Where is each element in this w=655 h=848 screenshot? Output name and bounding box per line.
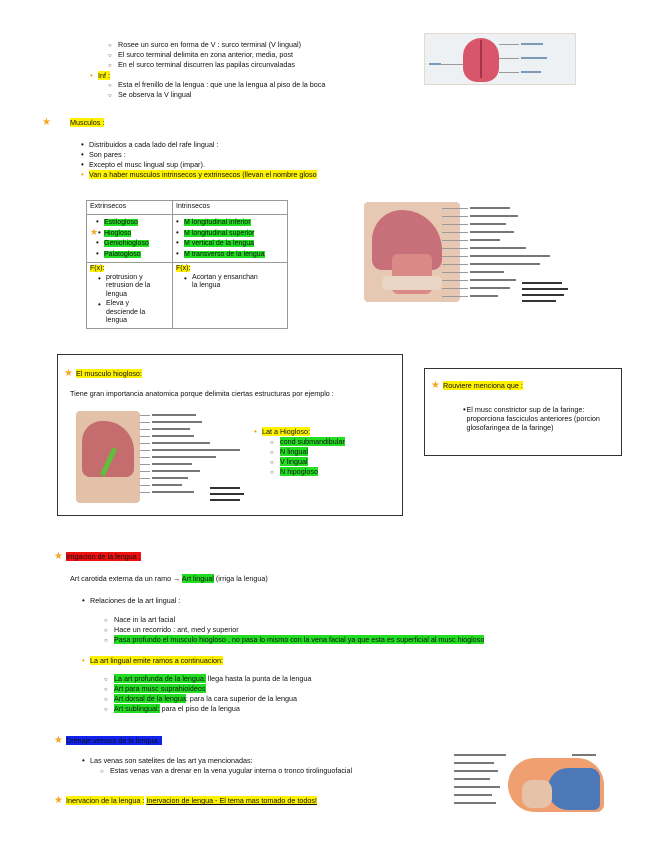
star-icon: ★ <box>90 226 99 237</box>
circle-bullet-icon: ○ <box>108 83 112 89</box>
muscle-table <box>86 200 288 329</box>
list-item: • Geniohiogloso <box>96 238 149 248</box>
hiogloso-text: Tiene gran importancia anatomica porque delimita ciertas estructuras por ejemplo : <box>70 389 334 398</box>
list-item: • Eleva y desciende la lengua <box>98 299 146 325</box>
venous-drainage-figure <box>452 750 608 814</box>
circle-bullet-icon: ○ <box>100 769 104 775</box>
list-item: • Estilogloso <box>96 216 138 226</box>
list-item: • Palatogloso <box>96 249 141 258</box>
star-icon: ★ <box>431 380 440 391</box>
intrinsecos-list <box>173 214 288 262</box>
bullet-icon: • <box>81 140 84 149</box>
inervacion-link[interactable]: Inervacion de lengua - El tema mas tomado de todos! <box>146 796 317 805</box>
relaciones-heading: • Relaciones de la art lingual : <box>82 596 181 605</box>
circle-bullet-icon: ○ <box>108 93 112 99</box>
bullet-icon: • <box>81 170 84 179</box>
list-item: ○ Art para musc suprahioideos <box>104 684 206 693</box>
list-item: ○ Art dorsal de la lengua: para la cara superior de la lengua <box>104 694 297 703</box>
top-line-1: ○ Rosee un surco en forma de V : surco terminal (V lingual) <box>108 40 301 49</box>
star-icon: ★ <box>54 551 63 562</box>
bullet-icon: • <box>254 427 257 436</box>
circle-bullet-icon: ○ <box>108 63 112 69</box>
list-item: ○ Pasa profundo el musculo hiogloso , no pasa lo mismo con la vena facial ya que esta es superficial al musc hiogloso <box>104 635 485 644</box>
list-item: ○ N lingual <box>270 447 308 456</box>
list-item: ○ N hipogloso <box>270 467 318 476</box>
tongue-muscles-figure <box>362 196 578 316</box>
inf-label: • Inf : <box>90 71 110 80</box>
list-item: ○ cond submandibular <box>270 437 345 446</box>
musculos-item-4: • Van a haber musculos intrinsecos y extrinsecos (llevan el nombre gloso <box>81 170 317 179</box>
fx-extrinsecos: F(x): • protrusion y retrusion de la lengua • Eleva y desciende la lengua <box>87 262 173 328</box>
extrinsecos-list <box>87 214 173 262</box>
circle-bullet-icon: ○ <box>108 53 112 59</box>
bullet-icon: • <box>81 150 84 159</box>
list-item: • M transverso de la lengua <box>176 249 265 258</box>
list-item: • Acortan y ensanchan la lengua <box>184 273 258 290</box>
musculos-item-1: • Distribuidos a cada lado del rafe lingual : <box>81 140 219 149</box>
musculos-item-3: • Excepto el musc lingual sup (impar). <box>81 160 205 169</box>
hiogloso-figure <box>76 407 246 507</box>
irrigacion-line: Art carotida externa da un ramo → Art lingual (irriga la lengua) <box>70 574 268 583</box>
musculos-item-2: • Son pares : <box>81 150 126 159</box>
irrigacion-heading: ★ Irrigacion de la lengua : <box>54 551 141 562</box>
list-item: ★• Hiogloso <box>90 226 132 237</box>
list-item: • M longitudinal inferior <box>176 216 251 226</box>
rouviere-heading: ★ Rouviere menciona que : <box>431 380 523 391</box>
musculos-heading: ★ Musculos : <box>42 117 105 128</box>
bullet-icon: • <box>81 160 84 169</box>
list-item: ○ Art sublingual: para el piso de la lengua <box>104 704 240 713</box>
list-item: ○ La art profunda de la lengua: llega hasta la punta de la lengua <box>104 674 312 683</box>
ramos-heading: • La art lingual emite ramos a continuacion: <box>82 656 224 665</box>
bullet-icon: • <box>463 405 466 414</box>
bullet-icon: • <box>82 596 85 605</box>
fx-intrinsecos: F(x): • Acortan y ensanchan la lengua <box>173 262 288 328</box>
table-head-extrinsecos: Extrinsecos <box>87 201 173 215</box>
inf-line-1: ○ Esta el frenillo de la lengua : que une la lengua al piso de la boca <box>108 80 326 89</box>
rouviere-text: • El musc constrictor sup de la faringe: proporciona fasciculos anteriores (porcion glosofaringea de la faringe) <box>463 405 600 432</box>
hiogloso-heading: ★ El musculo hiogloso: <box>64 368 142 379</box>
hiogloso-box <box>57 354 403 516</box>
drenaje-heading: ★ Drenaje venoso de la lengua : <box>54 735 162 746</box>
list-item: ○ Nace in la art facial <box>104 615 176 624</box>
table-head-intrinsecos: Intrinsecos <box>173 201 288 215</box>
drenaje-line-2: ○ Estas venas van a drenar en la vena yugular interna o tronco tirolinguofacial <box>100 766 353 775</box>
inervacion-heading: ★ Inervacion de la lengua : Inervacion de lengua - El tema mas tomado de todos! <box>54 795 317 806</box>
lat-hiogloso-label: • Lat a Hiogloso: <box>254 427 310 436</box>
bullet-icon: • <box>82 756 85 765</box>
list-item: • protrusion y retrusion de la lengua <box>98 273 151 298</box>
list-item: ○ V lingual <box>270 457 308 466</box>
list-item: • M vertical de la lengua <box>176 238 255 248</box>
star-icon: ★ <box>42 117 51 128</box>
inf-line-2: ○ Se observa la V lingual <box>108 90 192 99</box>
top-line-3: ○ En el surco terminal discurren las papilas circunvaladas <box>108 60 295 69</box>
list-item: ○ Hace un recorrido : ant, med y superior <box>104 625 239 634</box>
bullet-icon: • <box>90 71 93 80</box>
star-icon: ★ <box>64 368 73 379</box>
top-line-2: ○ El surco terminal delimita en zona anterior, media, post <box>108 50 293 59</box>
list-item: • M longitudinal superior <box>176 227 255 237</box>
rouviere-box <box>424 368 622 456</box>
star-icon: ★ <box>54 795 63 806</box>
star-icon: ★ <box>54 735 63 746</box>
circle-bullet-icon: ○ <box>108 43 112 49</box>
tongue-dorsum-figure <box>424 33 576 85</box>
bullet-icon: • <box>82 656 85 665</box>
drenaje-line-1: • Las venas son satelites de las art ya mencionadas: <box>82 756 253 765</box>
